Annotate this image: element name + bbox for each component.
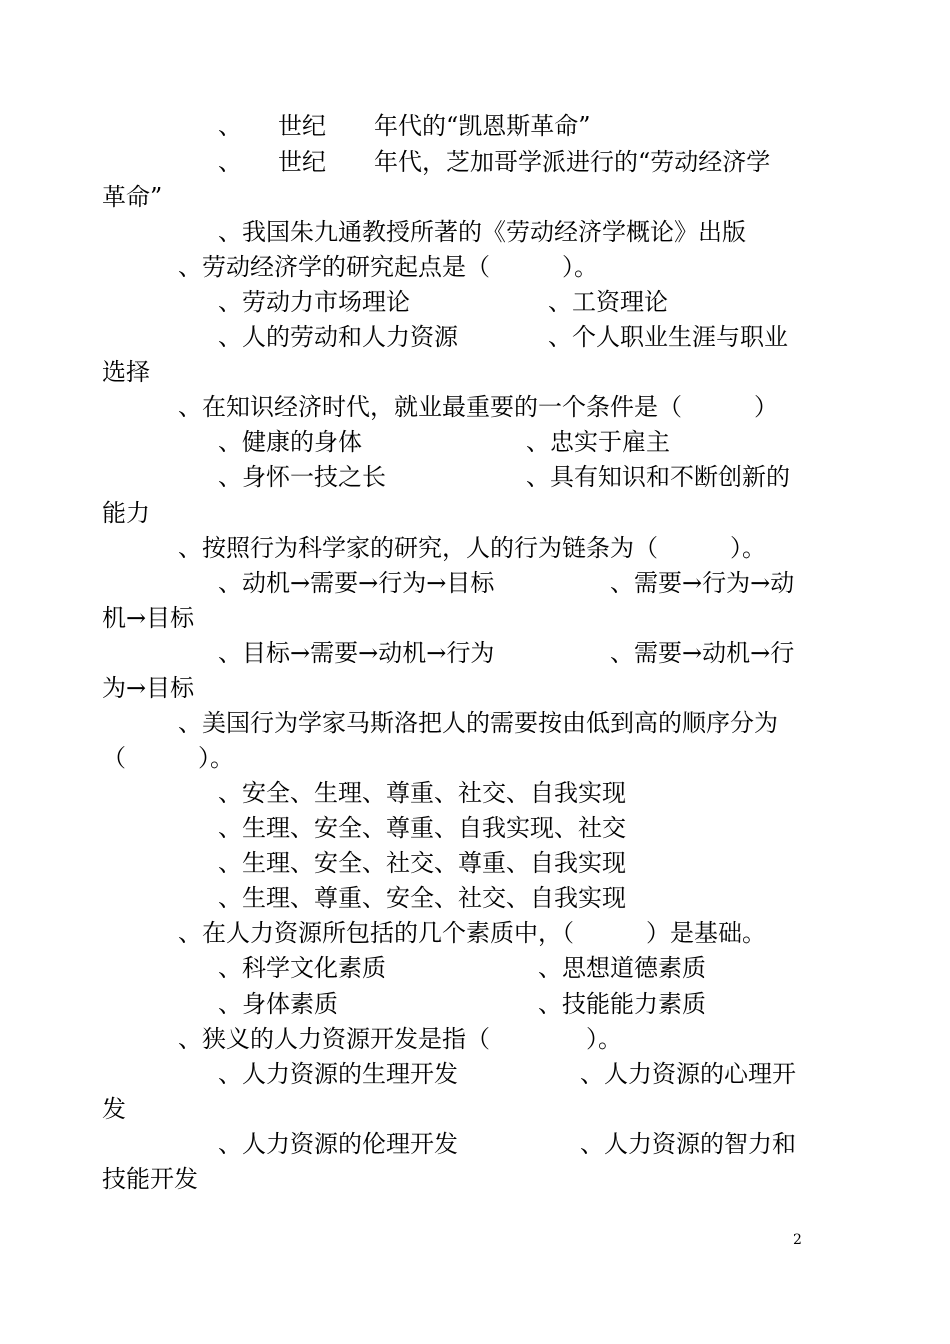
text-line: （ ）。 (102, 744, 234, 772)
text-line: 技能开发 (102, 1165, 198, 1193)
option-line: 、人力资源的智力和 (580, 1130, 796, 1158)
text-line: 革命” (102, 183, 163, 211)
question-line: 、美国行为学家马斯洛把人的需要按由低到高的顺序分为 (178, 709, 778, 737)
option-line: 、人力资源的生理开发 (218, 1060, 458, 1088)
text-line: 机→目标 (102, 604, 195, 632)
option-line: 、身体素质 (218, 990, 338, 1018)
option-line: 、人力资源的伦理开发 (218, 1130, 458, 1158)
option-line: 、健康的身体 (218, 428, 362, 456)
option-line: 、生理、尊重、安全、社交、自我实现 (218, 884, 626, 912)
option-line: 、人力资源的心理开 (580, 1060, 796, 1088)
question-line: 、按照行为科学家的研究，人的行为链条为（ ）。 (178, 534, 766, 562)
question-line: 、劳动经济学的研究起点是（ ）。 (178, 253, 598, 281)
option-line: 、需要→行为→动 (610, 569, 795, 597)
option-line: 、需要→动机→行 (610, 639, 795, 667)
option-line: 、身怀一技之长 (218, 463, 386, 491)
option-line: 、技能能力素质 (538, 990, 706, 1018)
option-line: 、劳动力市场理论 (218, 288, 410, 316)
question-line: 、在人力资源所包括的几个素质中，（ ）是基础。 (178, 919, 766, 947)
option-line: 、安全、生理、尊重、社交、自我实现 (218, 779, 626, 807)
option-line: 、思想道德素质 (538, 954, 706, 982)
option-line: 、动机→需要→行为→目标 (218, 569, 495, 597)
option-line: 、具有知识和不断创新的 (526, 463, 790, 491)
option-line: 、工资理论 (548, 288, 668, 316)
option-line: 、生理、安全、尊重、自我实现、社交 (218, 814, 626, 842)
text-line: 、 世纪 年代的“凯恩斯革命” (218, 112, 591, 140)
option-line: 、生理、安全、社交、尊重、自我实现 (218, 849, 626, 877)
option-line: 、目标→需要→动机→行为 (218, 639, 495, 667)
text-line: 能力 (102, 499, 150, 527)
option-line: 、人的劳动和人力资源 (218, 323, 458, 351)
question-line: 、狭义的人力资源开发是指（ ）。 (178, 1025, 622, 1053)
text-line: 选择 (102, 358, 150, 386)
text-line: 为→目标 (102, 674, 195, 702)
page-number: 2 (793, 1232, 802, 1248)
text-line: 发 (102, 1095, 126, 1123)
text-line: 、我国朱九通教授所著的《劳动经济学概论》出版 (218, 218, 746, 246)
option-line: 、科学文化素质 (218, 954, 386, 982)
text-line: 、 世纪 年代，芝加哥学派进行的“劳动经济学 (218, 148, 771, 176)
question-line: 、在知识经济时代，就业最重要的一个条件是（ ） (178, 393, 778, 421)
option-line: 、个人职业生涯与职业 (548, 323, 788, 351)
option-line: 、忠实于雇主 (526, 428, 670, 456)
